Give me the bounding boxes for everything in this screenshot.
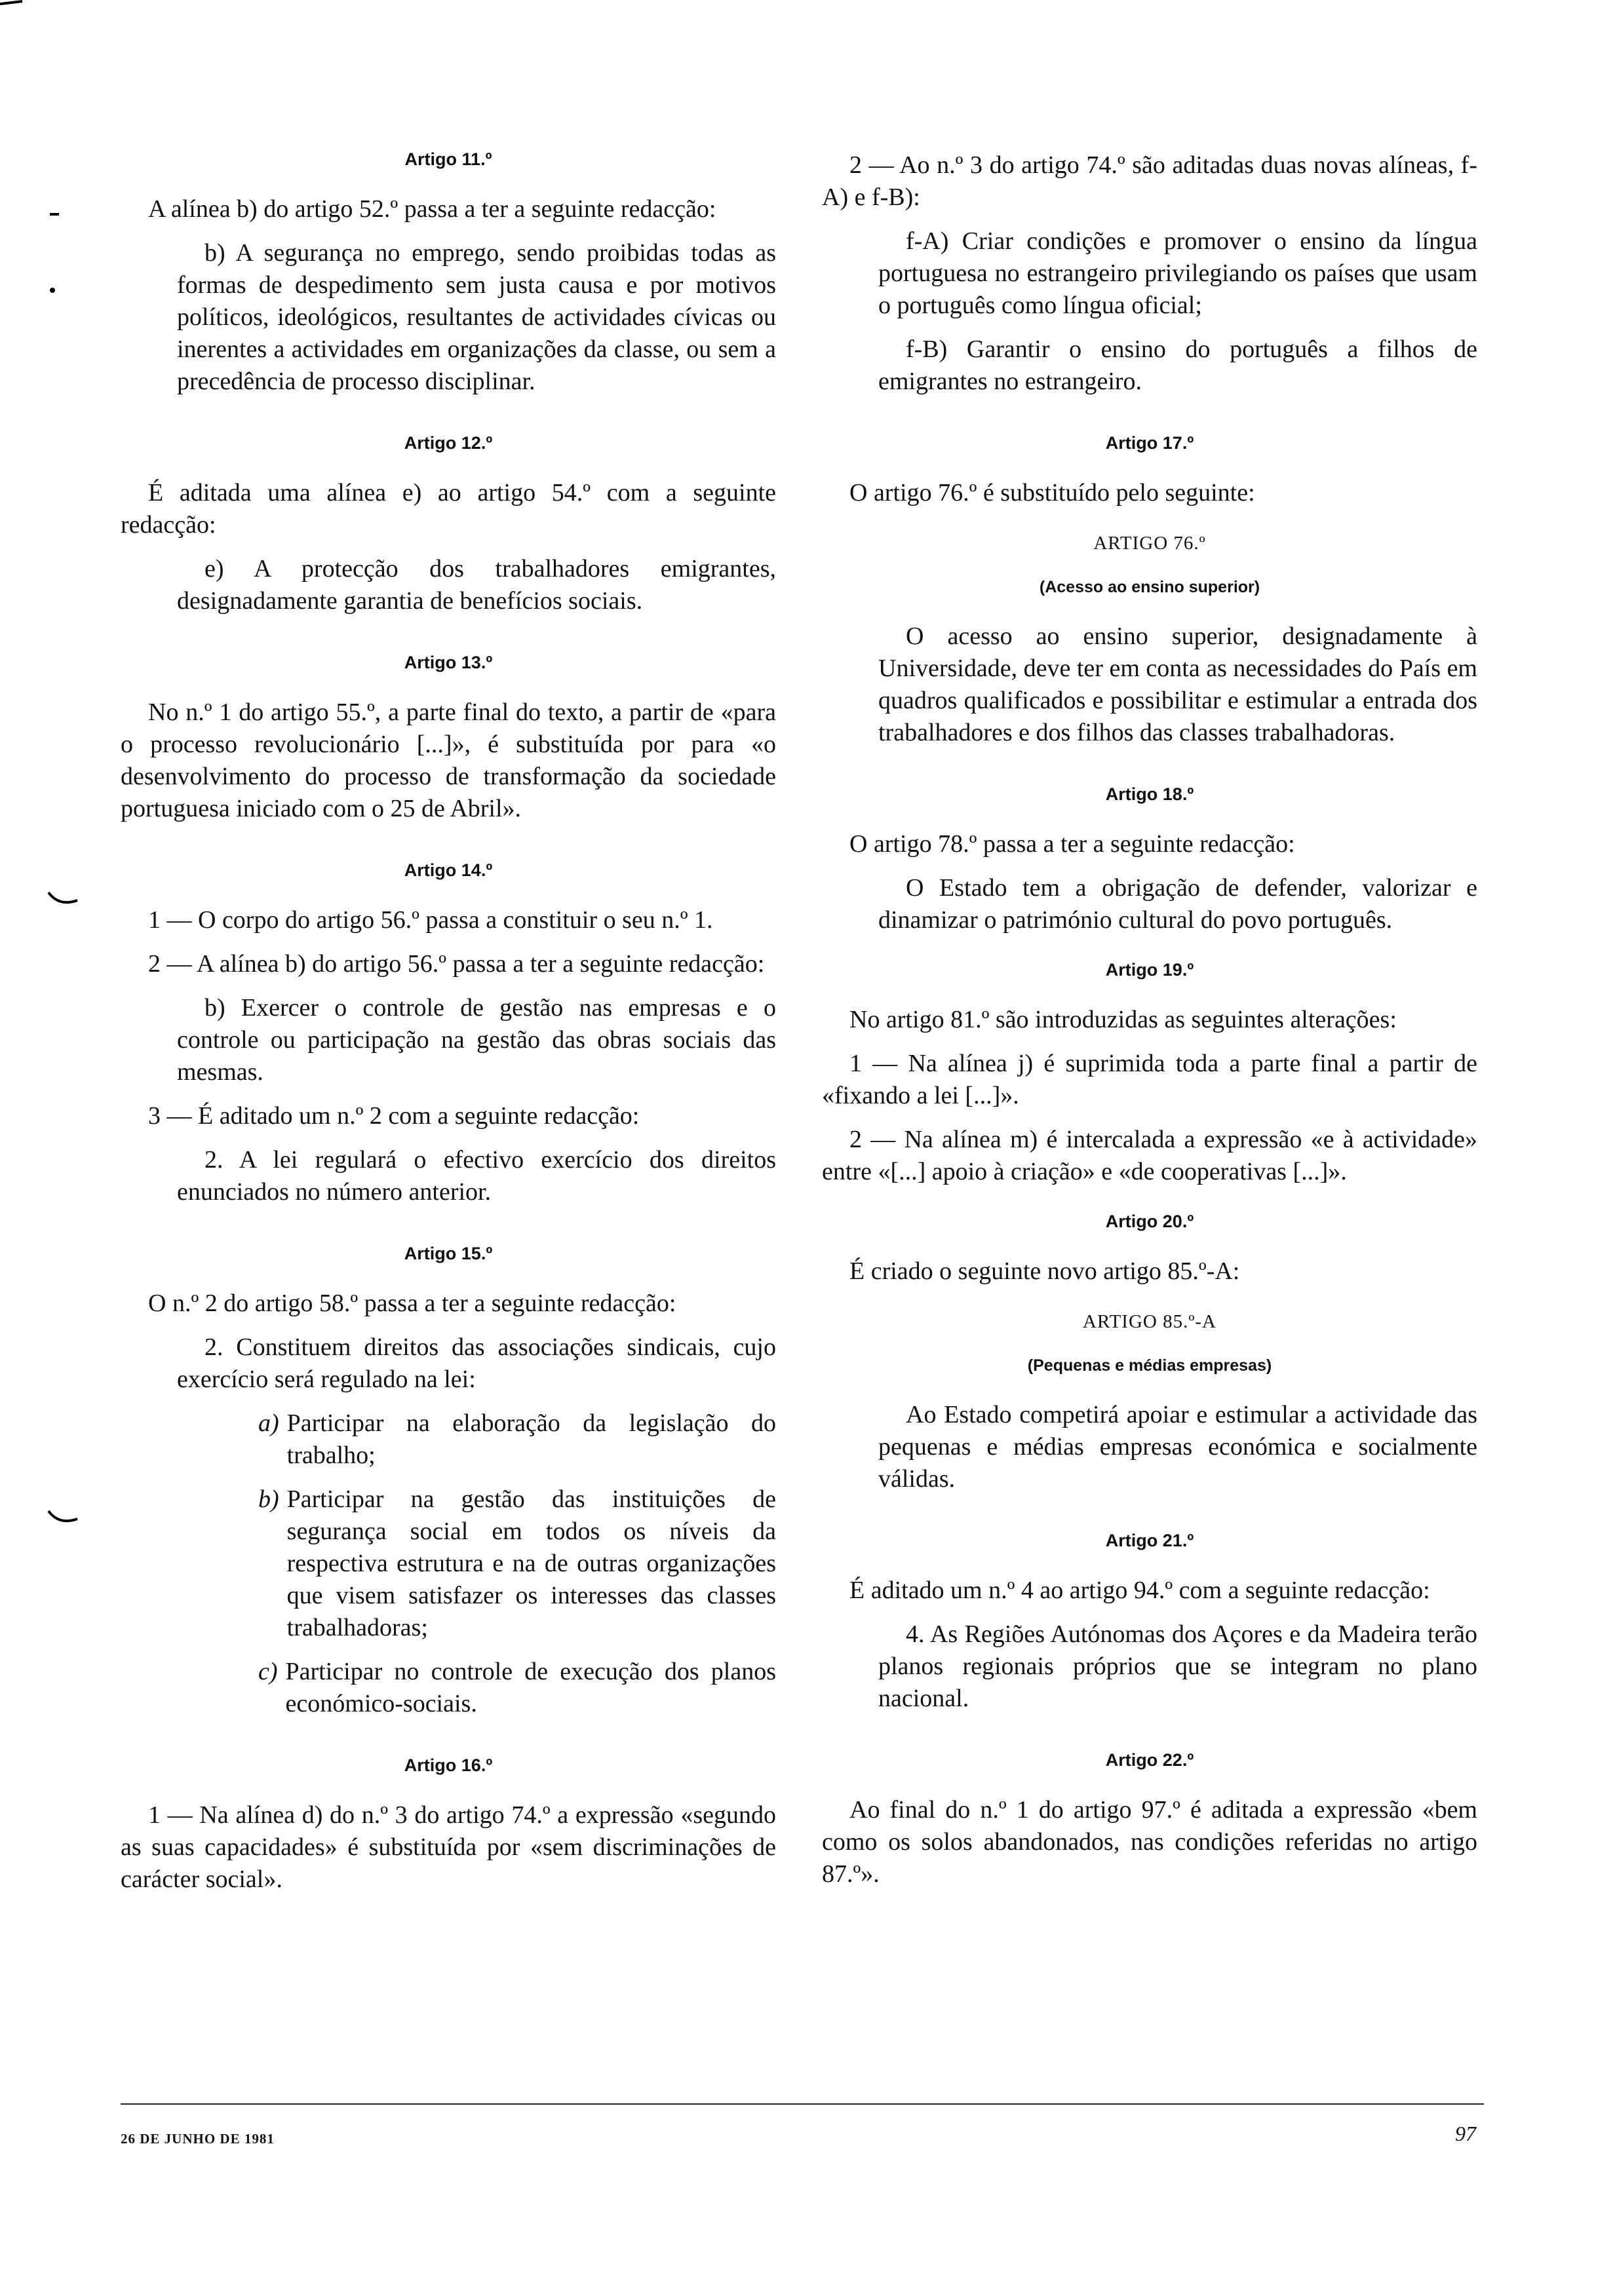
article-heading: Artigo 14.º — [404, 860, 493, 880]
article-heading: Artigo 13.º — [404, 653, 493, 672]
article-text: É aditado um n.º 4 ao artigo 94.º com a seguinte redacção: — [849, 1577, 1430, 1604]
quoted-text: e) A protecção dos trabalhadores emigrantes, designadamente garantia de benefícios sociais. — [177, 555, 776, 615]
article-text: É aditada uma alínea e) ao artigo 54.º com a seguinte redacção: — [121, 479, 776, 539]
article-text: O n.º 2 do artigo 58.º passa a ter a seguinte redacção: — [148, 1290, 676, 1317]
list-item — [121, 1407, 776, 1472]
article-heading: Artigo 12.º — [404, 433, 493, 453]
article-paragraph-2: 2 — Na alínea m) é intercalada a expressão «e à actividade» entre «[...] apoio à criação» e «de cooperativas [...]». — [822, 1126, 1477, 1185]
list-item-label: b) — [258, 1485, 279, 1513]
article-paragraph-3: 3 — É aditado um n.º 2 com a seguinte redacção: — [148, 1102, 640, 1130]
left-column — [121, 149, 776, 1896]
margin-check-mark — [46, 1507, 85, 1533]
list-item-text: Participar na elaboração da legislação do trabalho; — [286, 1409, 776, 1469]
article-text: No artigo 81.º são introduzidas as seguintes alterações: — [849, 1006, 1397, 1033]
quoted-text: Ao Estado competirá apoiar e estimular a actividade das pequenas e médias empresas económica e socialmente válidas. — [878, 1401, 1477, 1493]
list-item-text: Participar no controle de execução dos planos económico-sociais. — [285, 1658, 776, 1717]
quoted-text: b) A segurança no emprego, sendo proibidas todas as formas de despedimento sem justa causa e por motivos políticos, ideológicos, resultantes de actividades cívicas ou inerentes a actividades em organizações da classe, ou sem a precedência de processo disciplinar. — [177, 239, 776, 395]
article-heading: Artigo 16.º — [404, 1755, 493, 1775]
quoted-text: f-B) Garantir o ensino do português a filhos de emigrantes no estrangeiro. — [878, 335, 1477, 395]
article-text: O artigo 78.º passa a ter a seguinte redacção: — [849, 830, 1295, 858]
article-heading: Artigo 17.º — [1105, 433, 1194, 453]
quoted-text: b) Exercer o controle de gestão nas empresas e o controle ou participação na gestão das obras sociais das mesmas. — [177, 994, 776, 1086]
quoted-text: 4. As Regiões Autónomas dos Açores e da Madeira terão planos regionais próprios que se integram no plano nacional. — [878, 1620, 1477, 1712]
article-heading: Artigo 22.º — [1105, 1750, 1194, 1770]
article-text: É criado o seguinte novo artigo 85.º-A: — [849, 1257, 1240, 1285]
article-text: Ao final do n.º 1 do artigo 97.º é aditada a expressão «bem como os solos abandonados, nas condições referidas no artigo 87.º». — [822, 1796, 1477, 1888]
list-item — [121, 1483, 776, 1644]
article-paragraph-2: 2 — A alínea b) do artigo 56.º passa a ter a seguinte redacção: — [148, 950, 765, 978]
quoted-text: f-A) Criar condições e promover o ensino da língua portuguesa no estrangeiro privilegiando os países que usam o português como língua oficial; — [878, 227, 1477, 319]
list-item-label: c) — [258, 1658, 278, 1685]
corner-mark — [0, 0, 26, 13]
article-paragraph-1: 1 — O corpo do artigo 56.º passa a constituir o seu n.º 1. — [148, 906, 713, 934]
article-paragraph-1: 1 — Na alínea j) é suprimida toda a parte final a partir de «fixando a lei [...]». — [822, 1050, 1477, 1109]
article-heading: Artigo 20.º — [1105, 1212, 1194, 1231]
right-column — [822, 149, 1477, 1890]
article-heading: Artigo 19.º — [1105, 960, 1194, 980]
list-item-label: a) — [258, 1409, 279, 1437]
page-number: 97 — [1455, 2122, 1476, 2145]
article-paragraph-2: 2 — Ao n.º 3 do artigo 74.º são aditadas duas novas alíneas, f-A) e f-B): — [822, 151, 1477, 211]
margin-check-mark — [46, 889, 85, 915]
quoted-text: O acesso ao ensino superior, designadamente à Universidade, deve ter em conta as necessidades do País em quadros qualificados e possibilitar e estimular a entrada dos trabalhadores e dos filhos das classes trabalhadoras. — [878, 622, 1477, 746]
margin-dash-mark — [49, 211, 62, 218]
quoted-text: 2. Constituem direitos das associações sindicais, cujo exercício será regulado na lei: — [177, 1333, 776, 1393]
article-text: No n.º 1 do artigo 55.º, a parte final do texto, a partir de «para o processo revolucionário [...]», é substituída por para «o desenvolvimento do processo de transformação da sociedade portuguesa iniciado com o 25 de Abril». — [121, 698, 776, 822]
list-item-text: Participar na gestão das instituições de segurança social em todos os níveis da respectiva estrutura e na de outras organizações que visem satisfazer os interesses das classes trabalhadoras; — [286, 1485, 776, 1641]
article-heading: Artigo 21.º — [1105, 1531, 1194, 1550]
article-heading: Artigo 11.º — [404, 149, 492, 169]
article-text: A alínea b) do artigo 52.º passa a ter a seguinte redacção: — [148, 195, 716, 223]
article-heading: Artigo 18.º — [1105, 784, 1194, 804]
quoted-text: O Estado tem a obrigação de defender, valorizar e dinamizar o património cultural do povo português. — [878, 874, 1477, 934]
new-article-subtitle: (Acesso ao ensino superior) — [1039, 578, 1260, 596]
margin-dot-mark — [49, 286, 58, 295]
article-paragraph-1: 1 — Na alínea d) do n.º 3 do artigo 74.º a expressão «segundo as suas capacidades» é substituída por «sem discriminações de carácter social». — [121, 1801, 776, 1893]
new-article-title: ARTIGO 85.º-A — [1083, 1311, 1216, 1332]
footer-date: 26 DE JUNHO DE 1981 — [121, 2131, 275, 2147]
quoted-text: 2. A lei regulará o efectivo exercício dos direitos enunciados no número anterior. — [177, 1146, 776, 1206]
new-article-title: ARTIGO 76.º — [1093, 533, 1206, 554]
list-item — [121, 1656, 776, 1720]
article-heading: Artigo 15.º — [404, 1244, 493, 1263]
article-text: O artigo 76.º é substituído pelo seguinte: — [849, 479, 1255, 507]
new-article-subtitle: (Pequenas e médias empresas) — [1027, 1356, 1272, 1375]
footer-rule — [121, 2103, 1484, 2105]
